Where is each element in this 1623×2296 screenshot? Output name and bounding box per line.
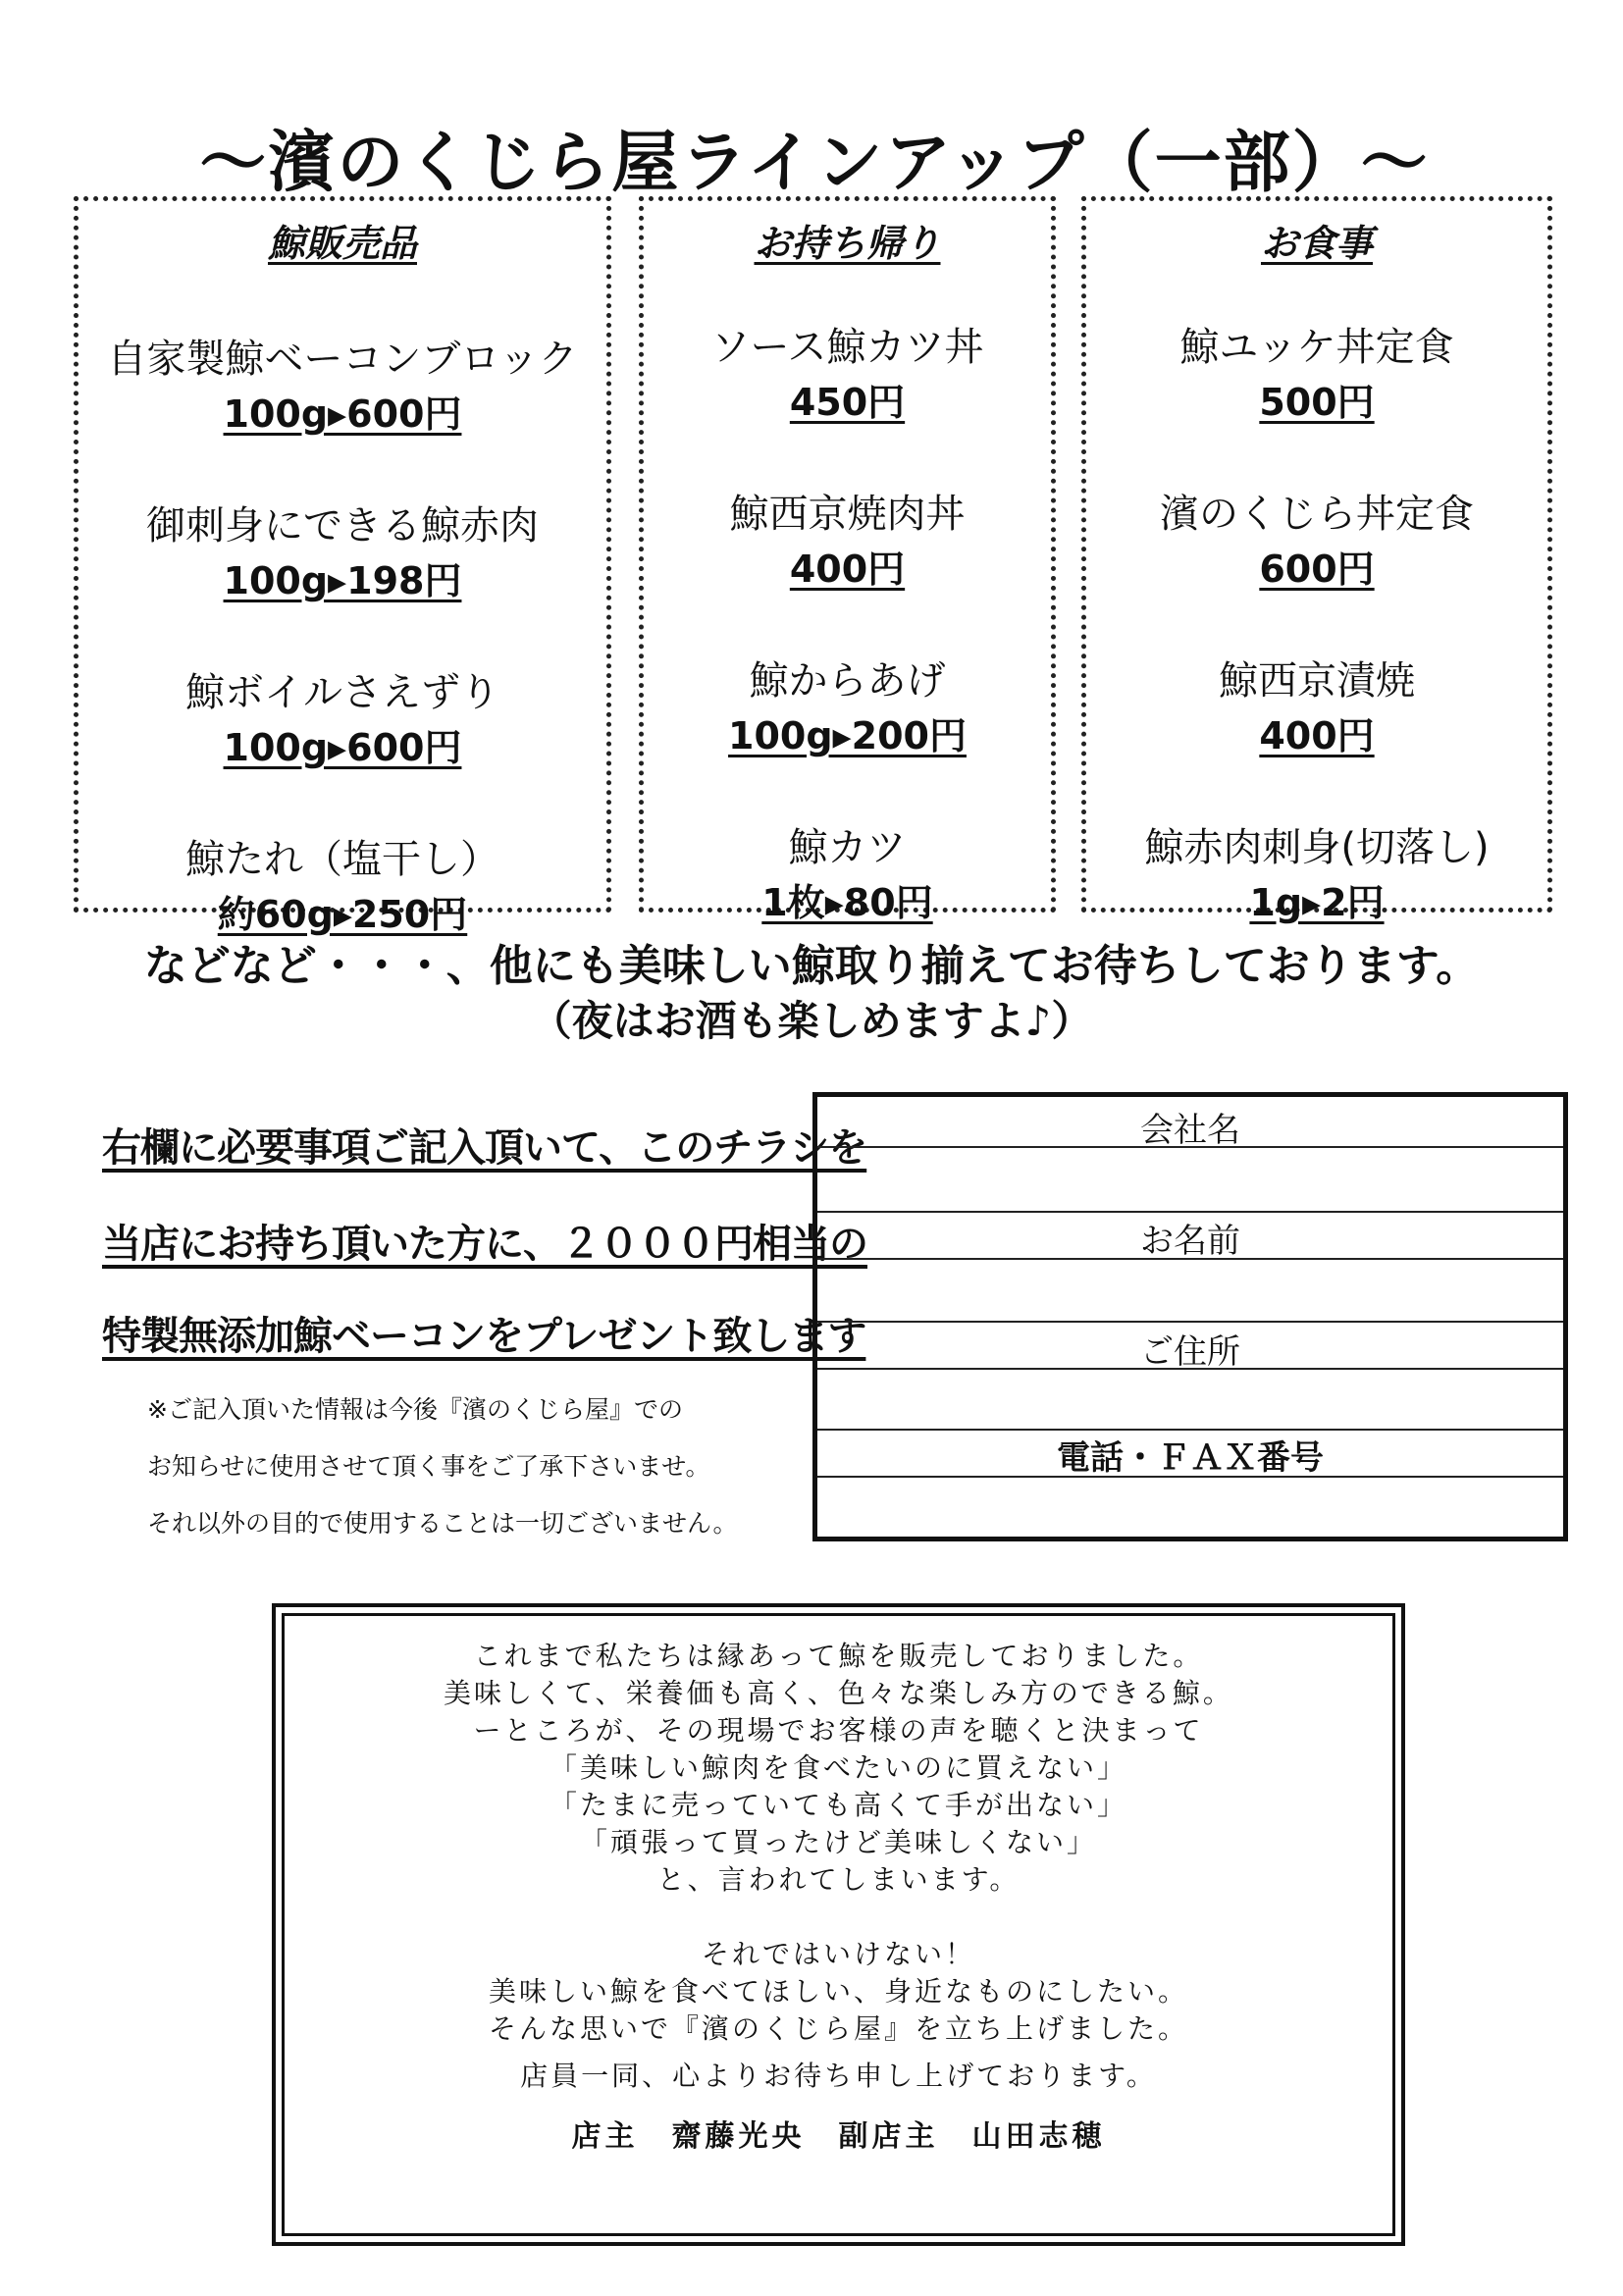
menu-column-dining xyxy=(1081,196,1552,924)
divider xyxy=(817,1476,1563,1478)
message-box xyxy=(272,1603,1405,2246)
menu-item: ソース鯨カツ丼 450円 xyxy=(710,325,984,424)
column-heading-sales: 鯨販売品 xyxy=(267,222,417,265)
phone-fax-label: 電話・ＦＡＸ番号 xyxy=(1057,1438,1324,1478)
address-label: ご住所 xyxy=(1140,1332,1240,1372)
signature: 店主 齋藤光央 副店主 山田志穂 xyxy=(571,2119,1106,2154)
company-label: 会社名 xyxy=(1140,1111,1240,1150)
menu-item: 鯨ボイルさえずり 100g▸600円 xyxy=(185,670,499,769)
menu-column-sales xyxy=(74,196,611,936)
name-label: お名前 xyxy=(1140,1222,1240,1261)
menu-item: 濱のくじら丼定食 600円 xyxy=(1160,492,1474,591)
menu-item: 自家製鯨ベーコンブロック 100g▸600円 xyxy=(107,337,578,436)
column-heading-dining: お食事 xyxy=(1260,222,1373,265)
page-title: 〜濱のくじら屋ラインアップ（一部）〜 xyxy=(199,125,1430,202)
divider xyxy=(817,1146,1563,1148)
promo-line-2: 当店にお持ち頂いた方に、２０００円相当の xyxy=(102,1222,867,1267)
divider xyxy=(817,1321,1563,1323)
column-heading-takeout: お持ち帰り xyxy=(754,222,941,265)
divider xyxy=(817,1258,1563,1260)
menu-item: 鯨ユッケ丼定食 500円 xyxy=(1179,325,1454,424)
privacy-note: ※ご記入頂いた情報は今後『濱のくじら屋』での お知らせに使用させて頂く事をご了承下さいませ。 それ以外の目的で使用することは一切ございません。 xyxy=(147,1395,738,1538)
promo-line-3: 特製無添加鯨ベーコンをプレゼント致します xyxy=(102,1314,866,1359)
message-box-inner: これまで私たちは縁あって鯨を販売しておりました。 美味しくて、栄養価も高く、色々な楽しみ方のできる鯨。 ーところが、その現場でお客様の声を聴くと決まって 「美味しい鯨肉を食べたいのに買えない」 「たまに売っていても高くて手が出ない」 「頑張って買ったけど美味しくない」 と、言われてしまいます。 それではいけない！ 美味しい鯨を食べてほしい、身近なものにしたい。 そんな思いで『濱のくじら屋』を立ち上げました。 店員一同、心よりお待ち申し上げております。 店主 齋藤光央 副店主 山田志穂 xyxy=(282,1613,1395,2236)
menu-item: 御刺身にできる鯨赤肉 100g▸198円 xyxy=(146,503,539,602)
menu-item: 鯨西京漬焼 400円 xyxy=(1219,658,1415,757)
promo-line-1: 右欄に必要事項ご記入頂いて、このチラシを xyxy=(102,1125,867,1171)
registration-form xyxy=(812,1092,1568,1541)
menu-item: 鯨カツ 1枚▸80円 xyxy=(761,825,933,924)
menu-item: 鯨たれ（塩干し） 約60g▸250円 xyxy=(185,837,499,936)
menu-item: 鯨西京焼肉丼 400円 xyxy=(729,492,966,591)
menu-column-takeout xyxy=(639,196,1056,924)
divider xyxy=(817,1368,1563,1370)
tagline-line-2: （夜はお酒も楽しめますよ♪） xyxy=(530,997,1093,1045)
divider xyxy=(817,1211,1563,1213)
menu-item: 鯨赤肉刺身(切落し) 1g▸2円 xyxy=(1144,825,1490,924)
tagline-line-1: などなど・・・、他にも美味しい鯨取り揃えてお待ちしております。 xyxy=(143,941,1480,991)
menu-item: 鯨からあげ 100g▸200円 xyxy=(728,658,967,757)
